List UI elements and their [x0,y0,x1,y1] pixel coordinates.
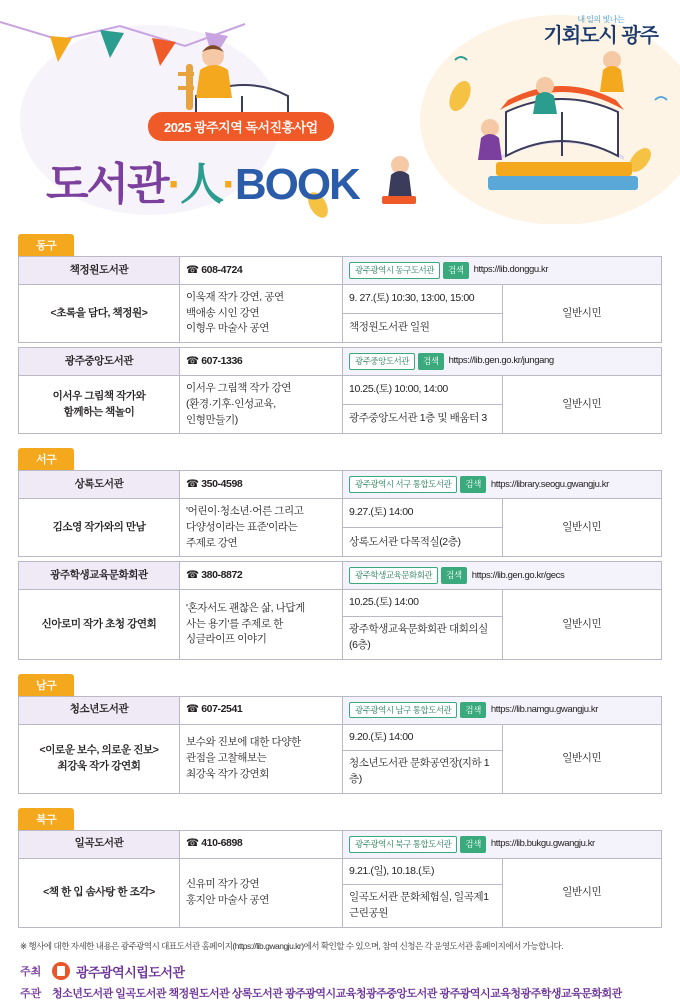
library-table [18,696,662,794]
title-book: BOOK [234,160,359,209]
host-row [20,962,660,981]
table-row [19,499,662,528]
library-url[interactable]: https://lib.donggu.kr [473,264,549,276]
search-keyword-chip: 광주학생교육문화회관 [349,567,438,584]
city-logo [544,16,658,46]
program-desc: 보수와 진보에 대한 다양한 관점을 고찰해보는 최강욱 작가 강연회 [180,724,343,793]
library-link-cell[interactable] [343,257,662,285]
table-row [19,348,662,376]
table-row [19,562,662,590]
search-button[interactable]: 검색 [443,262,469,279]
table-row [19,696,662,724]
program-where: 광주중앙도서관 1층 및 배움터 3 [343,405,503,434]
library-name: 책정원도서관 [19,257,180,285]
program-where: 책정원도서관 일원 [343,314,503,343]
table-row [19,590,662,617]
search-button[interactable]: 검색 [460,476,486,493]
search-button[interactable]: 검색 [460,836,486,853]
program-target: 일반시민 [502,724,662,793]
library-link-cell[interactable] [343,562,662,590]
program-when: 9.20.(토) 14:00 [343,724,503,751]
program-title: <이로운 보수, 의로운 진보> 최강욱 작가 강연회 [19,724,180,793]
host-block [20,962,660,1001]
library-name: 광주학생교육문화회관 [19,562,180,590]
search-keyword-chip: 광주광역시 서구 통합도서관 [349,476,457,493]
program-title: <책 한 입 솜사탕 한 조각> [19,858,180,927]
program-where: 상록도서관 다목적실(2층) [343,528,503,557]
footnote: ※ 행사에 대한 자세한 내용은 광주광역시 대표도서관 홈페이지(https://lib.gwangju.kr)에서 확인할 수 있으며, 참여 신청은 각 운영도서관 홈페이지에서 가능합니다. [20,940,564,951]
library-table [18,561,662,659]
library-name: 청소년도서관 [19,696,180,724]
program-when: 9. 27.(토) 10:30, 13:00, 15:00 [343,284,503,313]
program-when: 10.25.(토) 10:00, 14:00 [343,376,503,405]
title-library: 도서관 [46,160,168,209]
search-button[interactable]: 검색 [418,353,444,370]
library-table [18,830,662,928]
program-desc: 이서우 그림책 작가 강연 (환경·기후·인성교육, 인형만들기) [180,376,343,434]
host-name: 광주광역시립도서관 [76,964,185,980]
host-logo-icon [52,962,70,980]
library-url[interactable]: https://lib.gen.go.kr/jungang [448,355,554,367]
cohost-names: 청소년도서관 일곡도서관 책정원도서관 상록도서관 광주광역시교육청광주중앙도서관 광주광역시교육청광주학생교육문화회관 [52,987,622,1000]
program-where: 일곡도서관 문화체험실, 일곡제1근린공원 [343,885,503,928]
library-table [18,347,662,434]
program-desc: '어린이·청소년·어른 그리고 다양성이라는 표준'이라는 주제로 강연 [180,499,343,557]
search-button[interactable]: 검색 [460,702,486,719]
program-target: 일반시민 [502,284,662,342]
library-tel: ☎ 410-6898 [180,830,343,858]
hero-banner [0,0,680,224]
library-url[interactable]: https://lib.gen.go.kr/gecs [471,569,565,581]
program-target: 일반시민 [502,590,662,659]
library-table [18,470,662,557]
search-keyword-chip: 광주광역시 동구도서관 [349,262,440,279]
library-url[interactable]: https://library.seogu.gwangju.kr [490,478,609,490]
table-row [19,858,662,885]
program-title: 김소영 작가와의 만남 [19,499,180,557]
program-title: 이서우 그림책 작가와 함께하는 책놀이 [19,376,180,434]
district-label-2: 남구 [18,674,74,696]
program-badge: 2025 광주지역 독서진흥사업 [148,112,334,141]
cohost-row [20,985,660,1001]
library-tel: ☎ 607-1336 [180,348,343,376]
title-dot-1: · [167,160,181,209]
library-link-cell[interactable] [343,348,662,376]
table-row [19,376,662,405]
program-title: 신아로미 작가 초청 강연회 [19,590,180,659]
search-keyword-chip: 광주광역시 남구 통합도서관 [349,702,457,719]
library-url[interactable]: https://lib.namgu.gwangju.kr [490,703,598,715]
program-desc: 신유미 작가 강연 홍지안 마술사 공연 [180,858,343,927]
table-row [19,724,662,751]
district-label-0: 동구 [18,234,74,256]
library-url[interactable]: https://lib.bukgu.gwangju.kr [490,838,595,850]
library-link-cell[interactable] [343,471,662,499]
cohost-label: 주관 [20,987,42,1000]
host-label: 주최 [20,966,42,979]
library-link-cell[interactable] [343,830,662,858]
program-when: 9.21.(일), 10.18.(토) [343,858,503,885]
search-button[interactable]: 검색 [441,567,467,584]
program-desc: 이욱재 작가 강연, 공연 백애송 시인 강연 이형우 마술사 공연 [180,284,343,342]
library-name: 일곡도서관 [19,830,180,858]
district-label-3: 북구 [18,808,74,830]
table-row [19,284,662,313]
program-when: 9.27.(토) 14:00 [343,499,503,528]
table-row [19,257,662,285]
library-tel: ☎ 380-8872 [180,562,343,590]
city-logo-main: 기회도시 광주 [543,25,658,47]
library-link-cell[interactable] [343,696,662,724]
program-where: 광주학생교육문화회관 대회의실(6층) [343,617,503,660]
program-target: 일반시민 [502,376,662,434]
program-title: <초록을 담다, 책정원> [19,284,180,342]
library-name: 상록도서관 [19,471,180,499]
district-label-1: 서구 [18,448,74,470]
search-keyword-chip: 광주중앙도서관 [349,353,415,370]
table-row [19,471,662,499]
search-keyword-chip: 광주광역시 북구 통합도서관 [349,836,457,853]
library-name: 광주중앙도서관 [19,348,180,376]
program-target: 일반시민 [502,858,662,927]
library-tel: ☎ 608-4724 [180,257,343,285]
table-row [19,830,662,858]
program-where: 청소년도서관 문화공연장(지하 1층) [343,751,503,794]
district-sections [0,224,680,928]
library-table [18,256,662,343]
title-dot-2: · [222,160,235,209]
title-person: 人 [180,160,223,209]
program-when: 10.25.(토) 14:00 [343,590,503,617]
library-tel: ☎ 350-4598 [180,471,343,499]
city-logo-sub: 내 일의 빛나는 [577,15,625,24]
library-tel: ☎ 607-2541 [180,696,343,724]
page-title [46,148,359,212]
program-target: 일반시민 [502,499,662,557]
program-desc: '혼자서도 괜찮은 삶, 나답게 사는 용기'를 주제로 한 싱글라이프 이야기 [180,590,343,659]
